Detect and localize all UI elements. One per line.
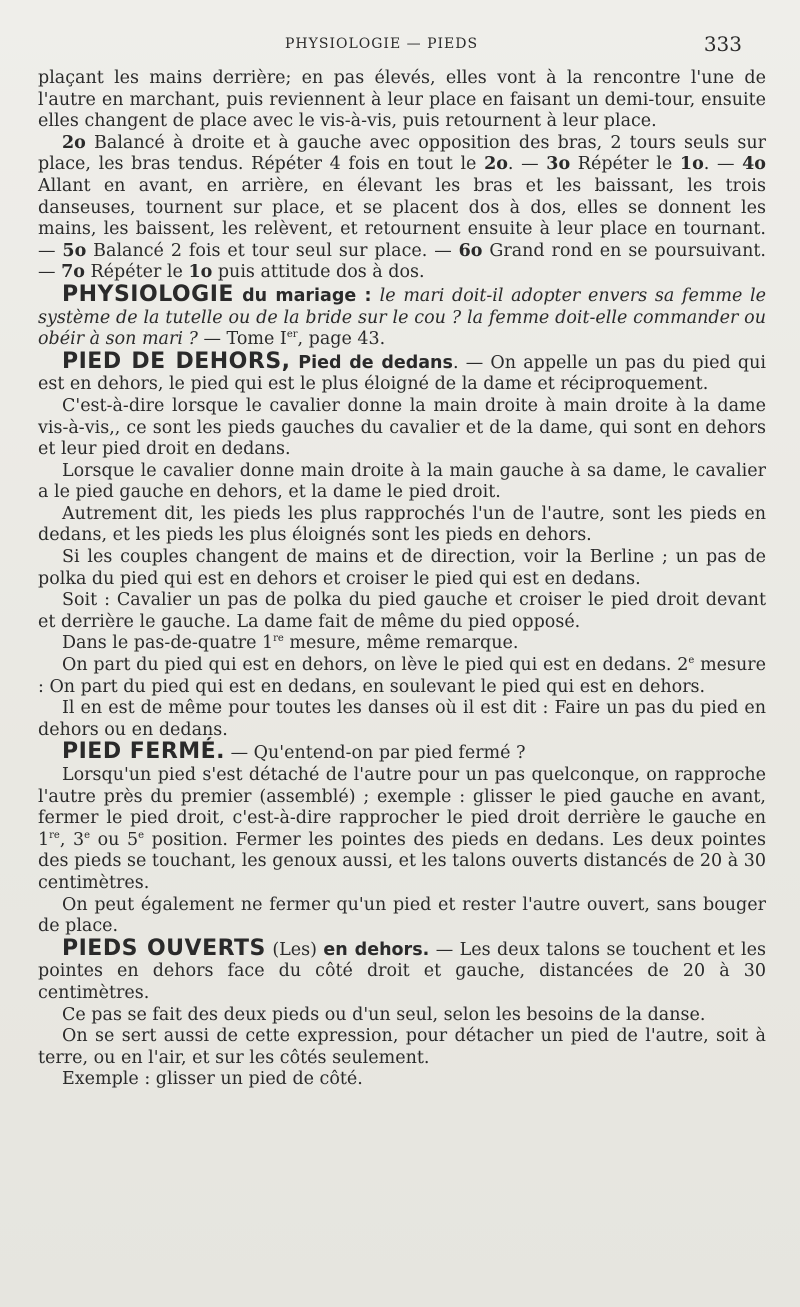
step-number: 1o (679, 154, 704, 175)
entry-heading: PIED DE DEHORS, (62, 348, 291, 374)
superscript: e (84, 829, 91, 841)
step-text: Allant en avant, en arrière, en élevant les bras et les baissant, les trois danseuses, tournent sur place, et se placent dos à dos, elles se donnent les mains, les baissent, les relèvent, et retournent ensuite à leur place en tournant. — (38, 175, 766, 261)
entry-reference: — Tome I (197, 329, 287, 350)
entry-heading: PIEDS OUVERTS (62, 935, 266, 961)
paragraph-text: On part du pied qui est en dehors, on lève le pied qui est en dedans. 2 (62, 655, 689, 676)
paragraph: Soit : Cavalier un pas de polka du pied gauche et croiser le pied droit devant et derrière le gauche. La dame fait de même du pied opposé. (38, 590, 766, 632)
entry-text: — Qu'entend-on par pied fermé ? (225, 743, 526, 764)
step-text: . — (703, 154, 743, 175)
entry-subheading: du mariage : (233, 285, 380, 306)
paragraph: On peut également ne fermer qu'un pied et rester l'autre ouvert, sans bouger de place. (38, 894, 766, 937)
running-title: PHYSIOLOGIE — PIEDS (285, 36, 479, 52)
superscript: e (138, 829, 145, 841)
paragraph-text: Lorsqu'un pied s'est détaché de l'autre pour un pas quelconque, on rapproche l'autre près du premier (assemblé) ; exemple : glisser le pied gauche en avant, fermer le pied droit, c'est-à-dire rapprocher le pied droit derrière le gauche en 1 (38, 765, 766, 850)
step-text: puis attitude dos à dos. (212, 262, 425, 283)
step-text: Balancé 2 fois et tour seul sur place. — (86, 240, 459, 261)
entry-text: — Les deux talons se touchent et les pointes en dehors face du côté droit et gauche, distancées de 20 à 30 centimètres. (38, 939, 766, 1003)
step-number: 7o (61, 262, 85, 283)
paragraph-text: position. Fermer les pointes des pieds en dedans. Les deux pointes des pieds se touchant, les genoux aussi, et les talons ouverts distancés de 20 à 30 centimètres. (38, 829, 766, 893)
entry-physiologie (38, 281, 767, 351)
entry-reference: , page 43. (297, 329, 386, 350)
step-number: 2o (484, 154, 508, 175)
entry-pied-de-dehors (38, 348, 766, 396)
paragraph: Lorsque le cavalier donne main droite à la main gauche à sa dame, le cavalier a le pied gauche en dehors, et la dame le pied droit. (38, 460, 766, 503)
entry-subheading: en dehors. (323, 939, 430, 960)
paragraph-text: ou 5 (90, 829, 139, 850)
continued-paragraph: plaçant les mains derrière; en pas élevés, elles vont à la rencontre l'une de l'autre en marchant, puis reviennent à leur place en faisant un demi-tour, ensuite elles changent de place avec le vis-à-vis, puis retournent à leur place. (38, 68, 766, 132)
page-body (38, 68, 766, 1091)
step-number: 2o (62, 132, 86, 153)
paragraph-text: mesure : On part du pied qui est en dedans, en soulevant le pied qui est en dehors. (38, 655, 766, 697)
paragraph: Exemple : glisser un pied de côté. (62, 1069, 363, 1090)
paragraph: Ce pas se fait des deux pieds ou d'un seul, selon les besoins de la danse. (62, 1004, 706, 1025)
paragraph: On se sert aussi de cette expression, pour détacher un pied de l'autre, soit à terre, ou en l'air, et sur les côtés seulement. (38, 1026, 766, 1068)
entry-text: (Les) (265, 939, 324, 960)
entry-pied-ferme (38, 741, 766, 765)
step-number: 1o (188, 262, 213, 283)
step-number: 4o (742, 154, 766, 175)
entry-subheading: Pied de dedans (290, 352, 453, 373)
paragraph: Autrement dit, les pieds les plus rapprochés l'un de l'autre, sont les pieds en dedans, et les pieds les plus éloignés sont les pieds en dehors. (38, 503, 766, 546)
entry-text: . — On appelle un pas du pied qui est en dehors, le pied qui est le plus éloigné de la dame et réciproquement. (38, 352, 766, 395)
superscript: e (688, 655, 695, 667)
paragraph (38, 633, 766, 655)
page-header (0, 32, 800, 56)
step-text: Balancé à droite et à gauche avec opposition des bras, 2 tours seuls sur place, les bras tendus. Répéter 4 fois en tout le (38, 132, 766, 175)
paragraph-text: mesure, même remarque. (283, 633, 519, 654)
step-number: 3o (546, 154, 571, 175)
step-number: 6o (458, 240, 483, 261)
entry-pieds-ouverts (38, 935, 766, 1005)
step-text: . — (507, 154, 547, 175)
entry-heading: PIED FERMÉ. (62, 739, 226, 765)
paragraph: Si les couples changent de mains et de direction, voir la Berline ; un pas de polka du pied qui est en dehors et croiser le pied qui est en dedans. (38, 547, 766, 589)
step-text: Grand rond en se poursuivant. — (38, 240, 766, 283)
page-number: 333 (703, 32, 742, 56)
step-text: Répéter le (570, 154, 680, 175)
paragraph: Il en est de même pour toutes les danses où il est dit : Faire un pas du pied en dehors ou en dedans. (38, 698, 766, 740)
paragraph-text: , 3 (59, 829, 85, 850)
paragraph: C'est-à-dire lorsque le cavalier donne la main droite à main droite à la dame vis-à-vis,, ce sont les pieds gauches du cavalier et de la dame, qui sont en dehors et leur pied droit en dedans. (38, 395, 766, 460)
superscript: re (49, 829, 60, 841)
step-number: 5o (62, 240, 87, 261)
paragraph (38, 655, 766, 698)
superscript: re (273, 633, 284, 645)
superscript: er (286, 329, 298, 341)
figure-steps-paragraph (38, 133, 766, 284)
paragraph-text: Dans le pas-de-quatre 1 (62, 633, 274, 654)
entry-italic-question: le mari doit-il adopter envers sa femme le système de la tutelle ou de la bride sur le cou ? la femme doit-elle commander ou obéir à son mari ? (38, 285, 767, 350)
step-text: Répéter le (84, 262, 189, 283)
paragraph (38, 765, 766, 895)
entry-heading: PHYSIOLOGIE (62, 281, 234, 307)
